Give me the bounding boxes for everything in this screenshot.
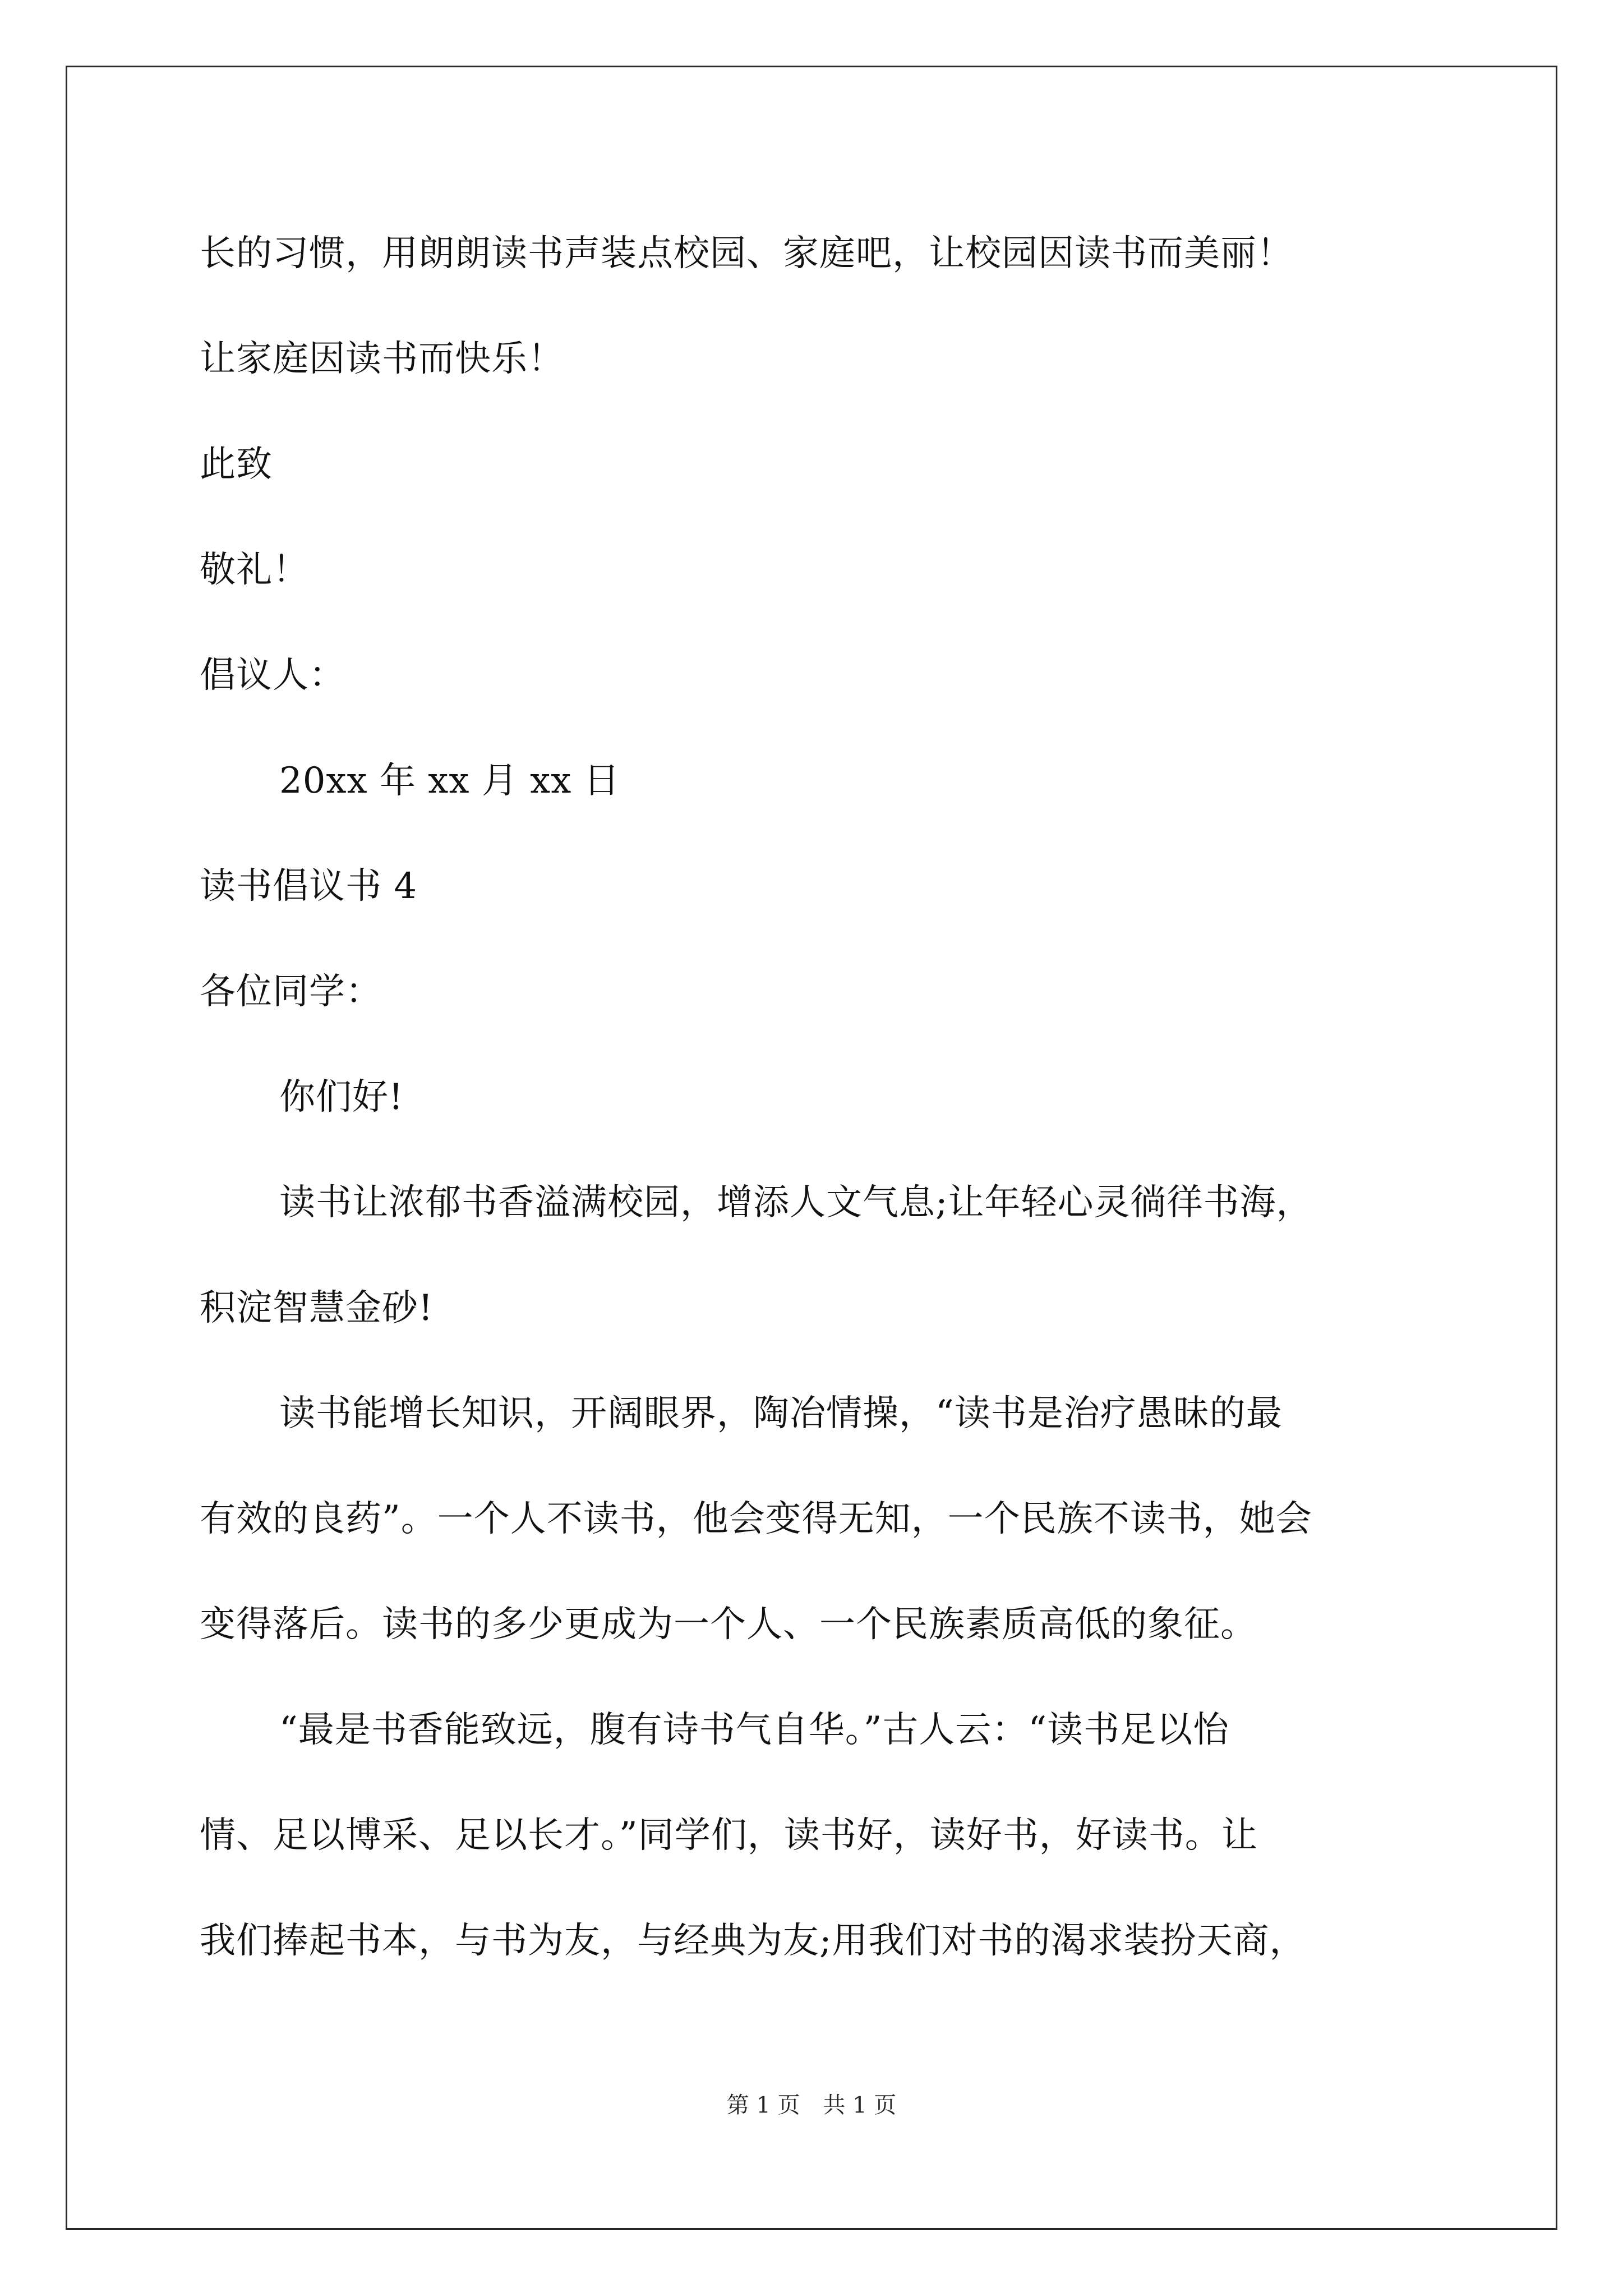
- page-count: 共 1 页: [823, 2092, 897, 2118]
- date-line: 20xx 年 xx 月 xx 日: [279, 760, 620, 802]
- body-line: 积淀智慧金砂!: [200, 1287, 434, 1329]
- body-line: 读书让浓郁书香溢满校园，增添人文气息;让年轻心灵徜徉书海，: [279, 1182, 1313, 1223]
- proposer-line: 倡议人：: [200, 655, 345, 696]
- body-line: 变得落后。读书的多少更成为一个人、一个民族素质高低的象征。: [200, 1604, 1257, 1645]
- closing-line: 此致: [200, 444, 273, 485]
- body-line: 让家庭因读书而快乐！: [200, 338, 564, 380]
- section-title: 读书倡议书 4: [200, 866, 418, 907]
- body-line: 读书能增长知识，开阔眼界，陶冶情操，“读书是治疗愚昧的最: [279, 1393, 1283, 1434]
- page-border: [66, 66, 1557, 2230]
- salutation-line: 敬礼！: [200, 549, 309, 591]
- body-line: 有效的良药”。一个人不读书，他会变得无知，一个民族不读书，她会: [200, 1498, 1312, 1540]
- page-number: 第 1 页: [726, 2092, 800, 2118]
- page-footer: [0, 2091, 1623, 2119]
- greeting-line: 各位同学：: [200, 971, 382, 1013]
- body-line: 我们捧起书本，与书为友，与经典为友;用我们对书的渴求装扮天商，: [200, 1920, 1306, 1962]
- body-line: “最是书香能致远，腹有诗书气自华。”古人云：“读书足以怡: [279, 1709, 1230, 1751]
- body-line: 长的习惯，用朗朗读书声装点校园、家庭吧，让校园因读书而美丽！: [200, 233, 1293, 274]
- body-line: 情、足以博采、足以长才。”同学们，读书好，读好书，好读书。让: [200, 1815, 1258, 1856]
- body-line: 你们好!: [279, 1076, 404, 1118]
